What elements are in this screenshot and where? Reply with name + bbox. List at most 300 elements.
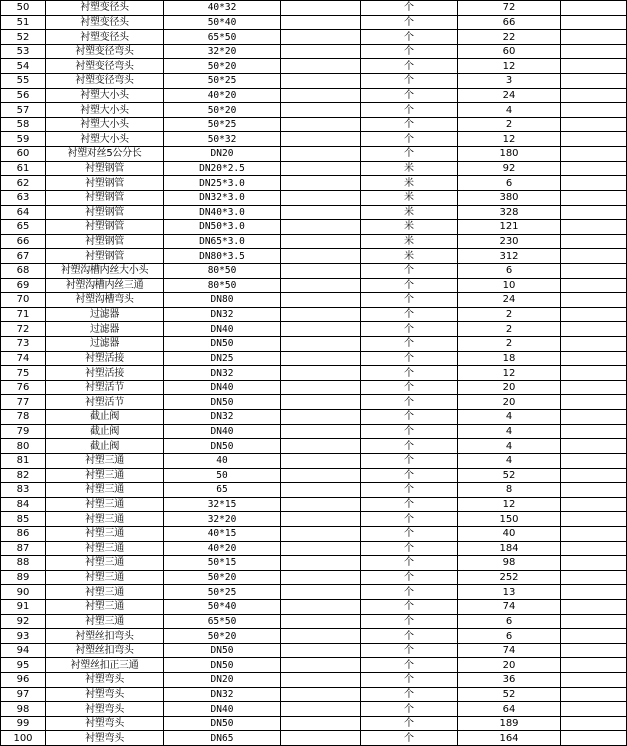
table-row [1, 556, 627, 571]
table-row [1, 541, 627, 556]
blank-cell [281, 132, 361, 147]
table-row [1, 468, 627, 483]
table-row [1, 395, 627, 410]
item-name-cell: 衬塑沟槽内丝大小头 [46, 263, 164, 278]
unit-cell: 个 [361, 585, 458, 600]
table-row [1, 366, 627, 381]
quantity-cell: 12 [458, 132, 561, 147]
quantity-cell: 40 [458, 526, 561, 541]
spec-cell: DN65 [164, 731, 281, 746]
row-number-cell: 85 [1, 512, 46, 527]
quantity-cell: 8 [458, 483, 561, 498]
blank-cell [281, 190, 361, 205]
item-name-cell: 过滤器 [46, 337, 164, 352]
item-name-cell: 衬塑弯头 [46, 673, 164, 688]
quantity-cell: 22 [458, 30, 561, 45]
table-row [1, 59, 627, 74]
spec-cell: 40*20 [164, 541, 281, 556]
item-name-cell: 衬塑三通 [46, 497, 164, 512]
unit-cell: 个 [361, 88, 458, 103]
quantity-cell: 24 [458, 88, 561, 103]
blank-cell [281, 410, 361, 425]
item-name-cell: 衬塑三通 [46, 541, 164, 556]
blank-cell [561, 293, 627, 308]
blank-cell [281, 439, 361, 454]
item-name-cell: 衬塑变径头 [46, 1, 164, 16]
item-name-cell: 衬塑三通 [46, 468, 164, 483]
quantity-cell: 12 [458, 497, 561, 512]
row-number-cell: 70 [1, 293, 46, 308]
spec-cell: 65 [164, 483, 281, 498]
blank-cell [561, 278, 627, 293]
quantity-cell: 312 [458, 249, 561, 264]
unit-cell: 个 [361, 147, 458, 162]
quantity-cell: 4 [458, 410, 561, 425]
spec-cell: DN65*3.0 [164, 234, 281, 249]
blank-cell [281, 468, 361, 483]
blank-cell [561, 205, 627, 220]
blank-cell [281, 658, 361, 673]
quantity-cell: 380 [458, 190, 561, 205]
blank-cell [561, 599, 627, 614]
table-row [1, 44, 627, 59]
item-name-cell: 衬塑弯头 [46, 702, 164, 717]
blank-cell [281, 731, 361, 746]
item-name-cell: 衬塑三通 [46, 526, 164, 541]
row-number-cell: 60 [1, 147, 46, 162]
unit-cell: 个 [361, 483, 458, 498]
row-number-cell: 83 [1, 483, 46, 498]
unit-cell: 个 [361, 132, 458, 147]
blank-cell [281, 556, 361, 571]
table-row [1, 74, 627, 89]
row-number-cell: 75 [1, 366, 46, 381]
item-name-cell: 衬塑三通 [46, 453, 164, 468]
quantity-cell: 52 [458, 687, 561, 702]
blank-cell [561, 731, 627, 746]
item-name-cell: 衬塑钢管 [46, 161, 164, 176]
quantity-cell: 3 [458, 74, 561, 89]
spec-cell: DN50 [164, 716, 281, 731]
spec-cell: DN50 [164, 658, 281, 673]
blank-cell [281, 234, 361, 249]
unit-cell: 个 [361, 74, 458, 89]
spec-cell: 80*50 [164, 263, 281, 278]
unit-cell: 米 [361, 176, 458, 191]
row-number-cell: 57 [1, 103, 46, 118]
blank-cell [281, 673, 361, 688]
table-row [1, 161, 627, 176]
table-row [1, 424, 627, 439]
blank-cell [281, 716, 361, 731]
blank-cell [561, 59, 627, 74]
spec-cell: DN32 [164, 366, 281, 381]
item-name-cell: 截止阀 [46, 439, 164, 454]
unit-cell: 米 [361, 234, 458, 249]
unit-cell: 个 [361, 117, 458, 132]
quantity-cell: 121 [458, 220, 561, 235]
blank-cell [281, 293, 361, 308]
spec-cell: DN32 [164, 410, 281, 425]
quantity-cell: 2 [458, 337, 561, 352]
unit-cell: 个 [361, 687, 458, 702]
blank-cell [561, 366, 627, 381]
table-row [1, 702, 627, 717]
blank-cell [561, 716, 627, 731]
quantity-cell: 252 [458, 570, 561, 585]
blank-cell [561, 351, 627, 366]
spec-cell: DN32*3.0 [164, 190, 281, 205]
blank-cell [281, 322, 361, 337]
spec-cell: 32*15 [164, 497, 281, 512]
blank-cell [561, 585, 627, 600]
blank-cell [281, 44, 361, 59]
unit-cell: 个 [361, 716, 458, 731]
table-row [1, 263, 627, 278]
item-name-cell: 过滤器 [46, 322, 164, 337]
blank-cell [561, 161, 627, 176]
unit-cell: 个 [361, 307, 458, 322]
item-name-cell: 衬塑沟槽内丝三通 [46, 278, 164, 293]
blank-cell [561, 658, 627, 673]
row-number-cell: 89 [1, 570, 46, 585]
quantity-cell: 2 [458, 117, 561, 132]
quantity-cell: 20 [458, 395, 561, 410]
row-number-cell: 65 [1, 220, 46, 235]
item-name-cell: 衬塑三通 [46, 585, 164, 600]
unit-cell: 米 [361, 205, 458, 220]
item-name-cell: 衬塑三通 [46, 512, 164, 527]
item-name-cell: 衬塑变径头 [46, 15, 164, 30]
blank-cell [561, 687, 627, 702]
table-row [1, 570, 627, 585]
unit-cell: 个 [361, 541, 458, 556]
table-row [1, 337, 627, 352]
spec-cell: DN20*2.5 [164, 161, 281, 176]
unit-cell: 个 [361, 512, 458, 527]
unit-cell: 个 [361, 526, 458, 541]
spec-cell: DN40 [164, 322, 281, 337]
spec-cell: 50*20 [164, 59, 281, 74]
quantity-cell: 150 [458, 512, 561, 527]
blank-cell [281, 512, 361, 527]
row-number-cell: 71 [1, 307, 46, 322]
blank-cell [561, 541, 627, 556]
blank-cell [561, 629, 627, 644]
quantity-cell: 6 [458, 614, 561, 629]
row-number-cell: 79 [1, 424, 46, 439]
spec-cell: 32*20 [164, 44, 281, 59]
spec-cell: DN40 [164, 380, 281, 395]
quantity-cell: 180 [458, 147, 561, 162]
row-number-cell: 73 [1, 337, 46, 352]
quantity-cell: 98 [458, 556, 561, 571]
row-number-cell: 95 [1, 658, 46, 673]
unit-cell: 个 [361, 103, 458, 118]
unit-cell: 个 [361, 468, 458, 483]
row-number-cell: 92 [1, 614, 46, 629]
spec-cell: 65*50 [164, 30, 281, 45]
unit-cell: 米 [361, 220, 458, 235]
blank-cell [281, 88, 361, 103]
quantity-cell: 66 [458, 15, 561, 30]
blank-cell [281, 643, 361, 658]
unit-cell: 个 [361, 643, 458, 658]
row-number-cell: 67 [1, 249, 46, 264]
table-row [1, 307, 627, 322]
item-name-cell: 衬塑钢管 [46, 220, 164, 235]
table-row [1, 599, 627, 614]
spec-cell: 50*15 [164, 556, 281, 571]
item-name-cell: 截止阀 [46, 410, 164, 425]
unit-cell: 个 [361, 322, 458, 337]
item-name-cell: 衬塑活接 [46, 366, 164, 381]
blank-cell [561, 307, 627, 322]
quantity-cell: 328 [458, 205, 561, 220]
blank-cell [561, 395, 627, 410]
item-name-cell: 衬塑活节 [46, 380, 164, 395]
unit-cell: 个 [361, 278, 458, 293]
blank-cell [281, 307, 361, 322]
row-number-cell: 96 [1, 673, 46, 688]
blank-cell [281, 483, 361, 498]
blank-cell [281, 161, 361, 176]
table-row [1, 147, 627, 162]
unit-cell: 个 [361, 380, 458, 395]
unit-cell: 个 [361, 599, 458, 614]
spec-cell: DN50 [164, 395, 281, 410]
table-row [1, 453, 627, 468]
quantity-cell: 52 [458, 468, 561, 483]
unit-cell: 个 [361, 673, 458, 688]
table-row [1, 410, 627, 425]
row-number-cell: 64 [1, 205, 46, 220]
quantity-cell: 24 [458, 293, 561, 308]
row-number-cell: 54 [1, 59, 46, 74]
row-number-cell: 99 [1, 716, 46, 731]
unit-cell: 个 [361, 59, 458, 74]
row-number-cell: 72 [1, 322, 46, 337]
quantity-cell: 2 [458, 307, 561, 322]
unit-cell: 个 [361, 351, 458, 366]
spec-cell: DN80 [164, 293, 281, 308]
spec-cell: 50*25 [164, 74, 281, 89]
blank-cell [561, 468, 627, 483]
quantity-cell: 20 [458, 658, 561, 673]
row-number-cell: 66 [1, 234, 46, 249]
blank-cell [561, 453, 627, 468]
item-name-cell: 衬塑沟槽弯头 [46, 293, 164, 308]
unit-cell: 个 [361, 570, 458, 585]
blank-cell [281, 585, 361, 600]
item-name-cell: 衬塑三通 [46, 599, 164, 614]
unit-cell: 个 [361, 1, 458, 16]
unit-cell: 个 [361, 658, 458, 673]
quantity-cell: 10 [458, 278, 561, 293]
blank-cell [561, 44, 627, 59]
item-name-cell: 衬塑丝扣弯头 [46, 629, 164, 644]
item-name-cell: 衬塑大小头 [46, 88, 164, 103]
blank-cell [281, 687, 361, 702]
unit-cell: 个 [361, 731, 458, 746]
quantity-cell: 92 [458, 161, 561, 176]
spec-cell: 50*20 [164, 570, 281, 585]
unit-cell: 个 [361, 614, 458, 629]
row-number-cell: 58 [1, 117, 46, 132]
spec-cell: 50 [164, 468, 281, 483]
item-name-cell: 衬塑大小头 [46, 103, 164, 118]
unit-cell: 个 [361, 293, 458, 308]
row-number-cell: 68 [1, 263, 46, 278]
spec-cell: 50*40 [164, 15, 281, 30]
item-name-cell: 过滤器 [46, 307, 164, 322]
quantity-cell: 184 [458, 541, 561, 556]
spec-cell: DN40 [164, 424, 281, 439]
blank-cell [561, 263, 627, 278]
spec-cell: DN25*3.0 [164, 176, 281, 191]
blank-cell [281, 599, 361, 614]
unit-cell: 个 [361, 44, 458, 59]
item-name-cell: 衬塑钢管 [46, 249, 164, 264]
spec-cell: 40*20 [164, 88, 281, 103]
quantity-cell: 72 [458, 1, 561, 16]
row-number-cell: 56 [1, 88, 46, 103]
blank-cell [561, 1, 627, 16]
item-name-cell: 衬塑三通 [46, 614, 164, 629]
blank-cell [561, 380, 627, 395]
blank-cell [561, 556, 627, 571]
row-number-cell: 93 [1, 629, 46, 644]
table-row [1, 1, 627, 16]
item-name-cell: 衬塑钢管 [46, 190, 164, 205]
table-row [1, 190, 627, 205]
spec-cell: DN20 [164, 673, 281, 688]
row-number-cell: 55 [1, 74, 46, 89]
blank-cell [281, 74, 361, 89]
unit-cell: 个 [361, 15, 458, 30]
spec-cell: DN80*3.5 [164, 249, 281, 264]
table-row [1, 629, 627, 644]
unit-cell: 米 [361, 161, 458, 176]
spec-cell: DN50*3.0 [164, 220, 281, 235]
row-number-cell: 77 [1, 395, 46, 410]
blank-cell [281, 629, 361, 644]
quantity-cell: 6 [458, 263, 561, 278]
blank-cell [561, 673, 627, 688]
item-name-cell: 衬塑弯头 [46, 687, 164, 702]
table-row [1, 117, 627, 132]
blank-cell [281, 249, 361, 264]
table-row [1, 585, 627, 600]
quantity-cell: 6 [458, 176, 561, 191]
row-number-cell: 82 [1, 468, 46, 483]
row-number-cell: 86 [1, 526, 46, 541]
item-name-cell: 衬塑钢管 [46, 205, 164, 220]
blank-cell [281, 366, 361, 381]
row-number-cell: 91 [1, 599, 46, 614]
blank-cell [281, 117, 361, 132]
blank-cell [561, 497, 627, 512]
unit-cell: 个 [361, 497, 458, 512]
table-row [1, 673, 627, 688]
blank-cell [281, 205, 361, 220]
quantity-cell: 230 [458, 234, 561, 249]
item-name-cell: 衬塑三通 [46, 483, 164, 498]
spec-cell: DN40*3.0 [164, 205, 281, 220]
unit-cell: 个 [361, 629, 458, 644]
quantity-cell: 4 [458, 424, 561, 439]
spec-cell: DN20 [164, 147, 281, 162]
blank-cell [561, 190, 627, 205]
row-number-cell: 69 [1, 278, 46, 293]
table-row [1, 658, 627, 673]
blank-cell [561, 322, 627, 337]
blank-cell [561, 88, 627, 103]
unit-cell: 个 [361, 439, 458, 454]
spec-cell: DN50 [164, 643, 281, 658]
item-name-cell: 衬塑变径弯头 [46, 74, 164, 89]
row-number-cell: 63 [1, 190, 46, 205]
item-name-cell: 衬塑变径弯头 [46, 44, 164, 59]
quantity-cell: 164 [458, 731, 561, 746]
table-row [1, 731, 627, 746]
blank-cell [561, 176, 627, 191]
table-row [1, 526, 627, 541]
item-name-cell: 衬塑对丝5公分长 [46, 147, 164, 162]
unit-cell: 个 [361, 30, 458, 45]
row-number-cell: 84 [1, 497, 46, 512]
unit-cell: 个 [361, 366, 458, 381]
blank-cell [561, 410, 627, 425]
table-row [1, 205, 627, 220]
blank-cell [561, 643, 627, 658]
spec-cell: 50*40 [164, 599, 281, 614]
blank-cell [281, 176, 361, 191]
quantity-cell: 4 [458, 453, 561, 468]
table-row [1, 132, 627, 147]
blank-cell [281, 263, 361, 278]
spec-cell: 50*25 [164, 585, 281, 600]
row-number-cell: 87 [1, 541, 46, 556]
unit-cell: 米 [361, 249, 458, 264]
spec-cell: DN40 [164, 702, 281, 717]
row-number-cell: 53 [1, 44, 46, 59]
table-row [1, 483, 627, 498]
table-row [1, 15, 627, 30]
item-name-cell: 截止阀 [46, 424, 164, 439]
blank-cell [561, 74, 627, 89]
unit-cell: 个 [361, 702, 458, 717]
row-number-cell: 80 [1, 439, 46, 454]
spec-cell: 65*50 [164, 614, 281, 629]
row-number-cell: 74 [1, 351, 46, 366]
blank-cell [561, 30, 627, 45]
unit-cell: 个 [361, 410, 458, 425]
item-name-cell: 衬塑钢管 [46, 234, 164, 249]
unit-cell: 个 [361, 263, 458, 278]
row-number-cell: 94 [1, 643, 46, 658]
item-name-cell: 衬塑丝扣正三通 [46, 658, 164, 673]
table-row [1, 220, 627, 235]
blank-cell [561, 147, 627, 162]
table-row [1, 512, 627, 527]
row-number-cell: 61 [1, 161, 46, 176]
quantity-cell: 74 [458, 599, 561, 614]
item-name-cell: 衬塑丝扣弯头 [46, 643, 164, 658]
item-name-cell: 衬塑活接 [46, 351, 164, 366]
row-number-cell: 51 [1, 15, 46, 30]
spec-cell: 50*20 [164, 103, 281, 118]
